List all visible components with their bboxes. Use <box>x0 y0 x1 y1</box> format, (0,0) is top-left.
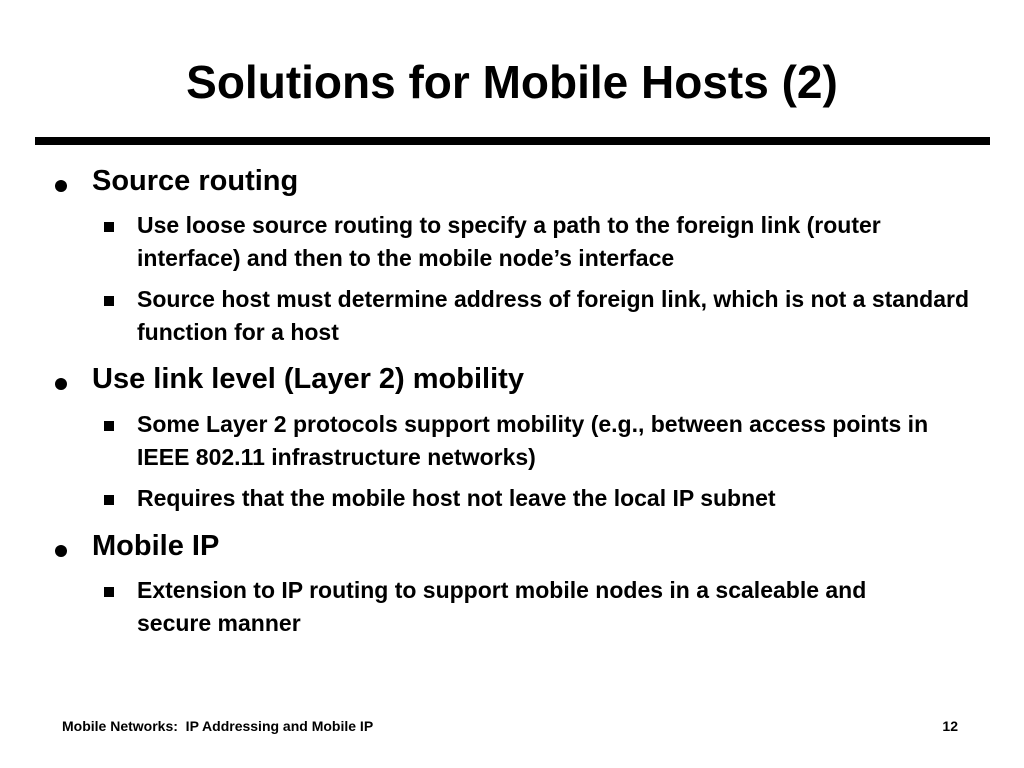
square-bullet-icon <box>104 296 114 306</box>
sub-bullet-loose-source-routing: Use loose source routing to specify a path to the foreign link (router interface) and then to the mobile node’s interface <box>137 212 881 271</box>
bullet-source-routing: Source routing <box>92 165 299 197</box>
bullet-link-level-mobility: Use link level (Layer 2) mobility <box>92 363 524 395</box>
square-bullet-icon <box>104 495 114 505</box>
sub-bullet-local-subnet: Requires that the mobile host not leave the local IP subnet <box>137 485 776 511</box>
slide-title: Solutions for Mobile Hosts (2) <box>186 56 838 108</box>
footer-course-title: Mobile Networks: IP Addressing and Mobile IP <box>62 718 374 734</box>
round-bullet-icon <box>55 180 67 192</box>
square-bullet-icon <box>104 587 114 597</box>
bullet-mobile-ip: Mobile IP <box>92 530 220 562</box>
footer-page-number: 12 <box>942 718 958 734</box>
sub-bullet-layer2-protocols: Some Layer 2 protocols support mobility (e.g., between access points in IEEE 802.11 infrastructure networks) <box>137 411 929 470</box>
sub-bullet-extension-ip-routing: Extension to IP routing to support mobile nodes in a scaleable and secure manner <box>137 577 867 636</box>
round-bullet-icon <box>55 378 67 390</box>
sub-bullet-source-host: Source host must determine address of foreign link, which is not a standard function for a host <box>137 286 969 345</box>
square-bullet-icon <box>104 222 114 232</box>
title-divider <box>35 137 990 145</box>
round-bullet-icon <box>55 545 67 557</box>
square-bullet-icon <box>104 421 114 431</box>
